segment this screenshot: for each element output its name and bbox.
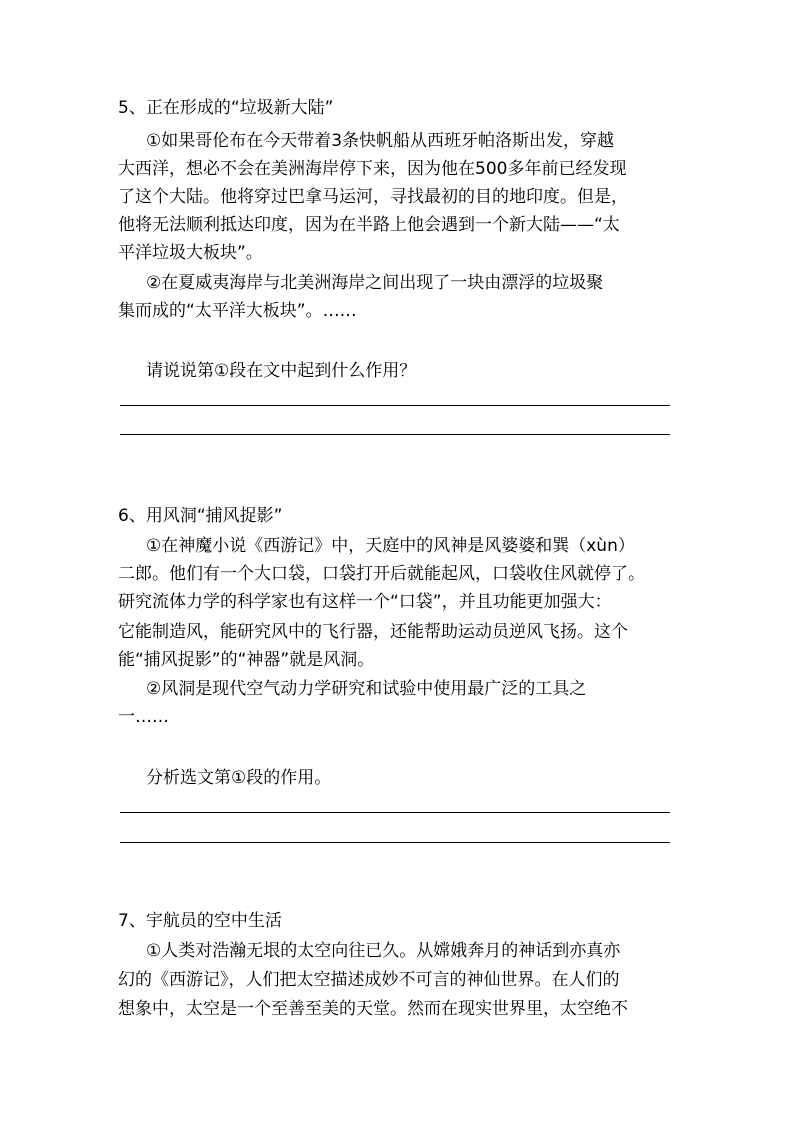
q5-heading: 5、正在形成的“垃圾新大陆”: [118, 98, 334, 118]
q6-paragraph-line: 它能制造风，能研究风中的飞行器，还能帮助运动员逆风飞扬。这个: [118, 622, 628, 642]
q6-answer-line[interactable]: [120, 812, 670, 813]
q5-paragraph-line: 集而成的“太平洋大板块”。……: [118, 301, 357, 321]
q5-paragraph-line: 平洋垃圾大板块”。: [118, 243, 263, 263]
q7-paragraph-line: ①人类对浩瀚无垠的太空向往已久。从嫦娥奔月的神话到亦真亦: [146, 941, 621, 961]
q5-paragraph-line: ②在夏威夷海岸与北美洲海岸之间出现了一块由漂浮的垃圾聚: [146, 273, 604, 293]
q7-paragraph-line: 幻的《西游记》，人们把太空描述成妙不可言的神仙世界。在人们的: [118, 970, 620, 990]
q5-answer-line[interactable]: [120, 434, 670, 435]
q6-paragraph-line: ①在神魔小说《西游记》中，天庭中的风神是风婆婆和巽（xùn）: [146, 536, 635, 556]
q6-answer-line[interactable]: [120, 842, 670, 843]
q5-question: 请说说第①段在文中起到什么作用？: [146, 361, 417, 381]
q6-paragraph-line: 二郎。他们有一个大口袋，口袋打开后就能起风，口袋收住风就停了。: [118, 564, 645, 584]
q6-heading: 6、用风洞“捕风捉影”: [118, 506, 283, 526]
q6-paragraph-line: 能“捕风捉影”的“神器”就是风洞。: [118, 650, 375, 670]
q6-paragraph-line: ②风洞是现代空气动力学研究和试验中使用最广泛的工具之: [146, 679, 587, 699]
q5-paragraph-line: 了这个大陆。他将穿过巴拿马运河，寻找最初的目的地印度。但是，: [118, 187, 628, 207]
q7-heading: 7、宇航员的空中生活: [118, 911, 282, 931]
q5-answer-line[interactable]: [120, 405, 670, 406]
q5-paragraph-line: 他将无法顺利抵达印度，因为在半路上他会遇到一个新大陆——“太: [118, 215, 620, 235]
q6-question: 分析选文第①段的作用。: [146, 768, 332, 788]
q6-paragraph-line: 一……: [118, 707, 169, 727]
q6-paragraph-line: 研究流体力学的科学家也有这样一个“口袋”，并且功能更加强大：: [118, 592, 612, 612]
q7-paragraph-line: 想象中，太空是一个至善至美的天堂。然而在现实世界里，太空绝不: [118, 999, 628, 1019]
q5-paragraph-line: 大西洋，想必不会在美洲海岸停下来，因为他在500多年前已经发现: [118, 159, 627, 179]
q5-paragraph-line: ①如果哥伦布在今天带着3条快帆船从西班牙帕洛斯出发，穿越: [146, 131, 615, 151]
